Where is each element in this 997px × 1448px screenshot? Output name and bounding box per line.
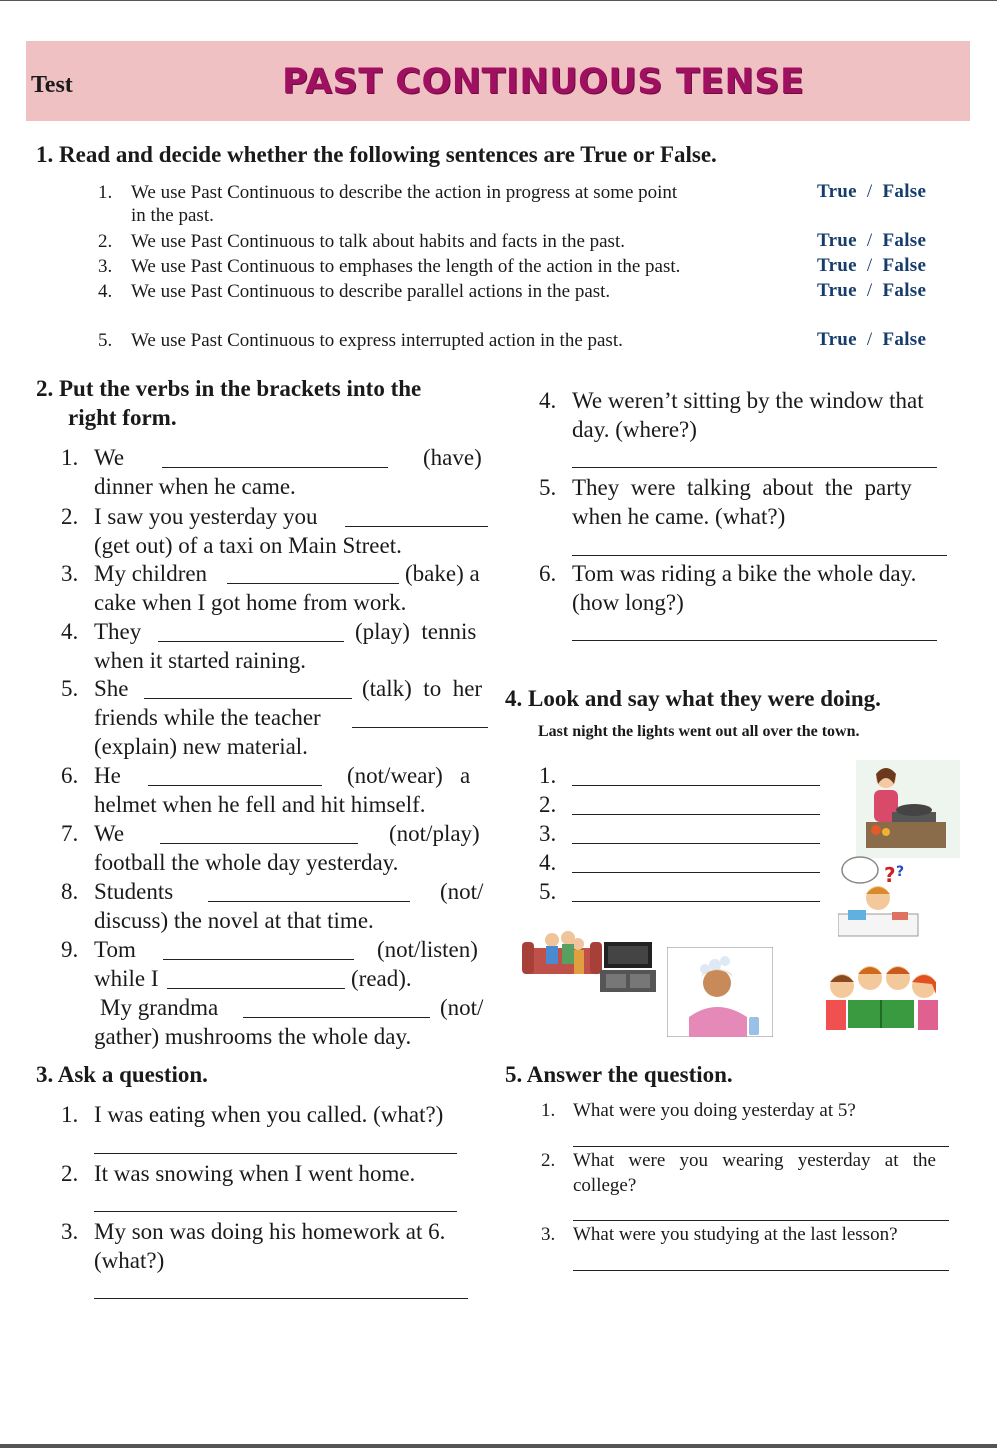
s2-text: They xyxy=(94,619,142,644)
s2-text: We xyxy=(94,821,125,846)
s1-item-text: We use Past Continuous to describe parallel actions in the past. xyxy=(131,281,611,302)
answer-blank[interactable] xyxy=(94,1153,457,1154)
answer-blank[interactable] xyxy=(243,1017,430,1018)
s2-text: I saw you yesterday you xyxy=(94,504,318,529)
s1-item-text: We use Past Continuous to describe the action in progress at some point xyxy=(131,182,678,203)
s2-text: helmet when he fell and hit himself. xyxy=(94,792,426,817)
answer-blank[interactable] xyxy=(572,814,820,815)
s4-num: 4. xyxy=(539,850,557,875)
answer-blank[interactable] xyxy=(572,467,937,468)
q-text: when he came. (what?) xyxy=(572,504,786,529)
s2-verb: (read). xyxy=(351,966,412,991)
s2-text: dinner when he came. xyxy=(94,474,296,499)
s2-verb: (not/ xyxy=(440,879,484,904)
s2-text: gather) mushrooms the whole day. xyxy=(94,1024,412,1049)
q-text: Tom was riding a bike the whole day. xyxy=(572,561,917,586)
s2-text: She xyxy=(94,676,129,701)
s2-verb: (play) tennis xyxy=(355,619,477,644)
s2-verb: (not/ xyxy=(440,995,484,1020)
q-num: 3. xyxy=(61,1219,79,1244)
q-text: My son was doing his homework at 6. xyxy=(94,1219,446,1244)
tv-set-picture xyxy=(600,940,656,994)
choice-separator: / xyxy=(866,329,873,350)
s2-text: friends while the teacher xyxy=(94,705,321,730)
q-text: It was snowing when I went home. xyxy=(94,1161,416,1186)
answer-blank[interactable] xyxy=(94,1211,457,1212)
section2-heading: 2. Put the verbs in the brackets into the xyxy=(36,376,422,401)
child-thinking-picture xyxy=(838,852,928,948)
true-false-choice[interactable] xyxy=(817,255,926,277)
true-option[interactable]: True xyxy=(817,230,857,251)
choice-separator: / xyxy=(866,181,873,202)
answer-blank[interactable] xyxy=(160,843,358,844)
answer-blank[interactable] xyxy=(573,1270,949,1271)
q-text: college? xyxy=(573,1175,637,1196)
q-text: What were you doing yesterday at 5? xyxy=(573,1100,856,1121)
section3-heading: 3. Ask a question. xyxy=(36,1062,208,1087)
answer-blank[interactable] xyxy=(144,698,352,699)
s4-num: 3. xyxy=(539,821,557,846)
q-text: They were talking about the party xyxy=(572,475,912,500)
q-text: (what?) xyxy=(94,1248,165,1273)
answer-blank[interactable] xyxy=(163,959,354,960)
s2-item-num: 4. xyxy=(61,619,79,644)
true-option[interactable]: True xyxy=(817,181,857,202)
s2-verb: (explain) new material. xyxy=(94,734,308,759)
s2-verb: (not/wear) a xyxy=(347,763,471,788)
answer-blank[interactable] xyxy=(572,843,820,844)
false-option[interactable]: False xyxy=(882,230,927,251)
true-false-choice[interactable] xyxy=(817,280,926,302)
false-option[interactable]: False xyxy=(882,255,927,276)
q-text: We weren’t sitting by the window that xyxy=(572,388,924,413)
section1-heading: 1. Read and decide whether the following sentences are True or False. xyxy=(36,142,717,167)
s2-text: football the whole day yesterday. xyxy=(94,850,399,875)
s4-num: 2. xyxy=(539,792,557,817)
s2-text: while I xyxy=(94,966,159,991)
answer-blank[interactable] xyxy=(572,555,947,556)
q-text: What were you studying at the last lesson? xyxy=(573,1224,898,1245)
family-on-sofa-picture xyxy=(522,926,602,986)
s1-item-text: We use Past Continuous to emphases the length of the action in the past. xyxy=(131,256,681,277)
answer-blank[interactable] xyxy=(573,1146,949,1147)
s4-num: 5. xyxy=(539,879,557,904)
s2-item-num: 6. xyxy=(61,763,79,788)
q-text: (how long?) xyxy=(572,590,684,615)
s2-item-num: 9. xyxy=(61,937,79,962)
bottom-border xyxy=(0,1444,997,1448)
children-reading-picture xyxy=(822,960,942,1036)
s2-text: cake when I got home from work. xyxy=(94,590,407,615)
s1-item-num: 4. xyxy=(98,281,113,302)
s2-item-num: 3. xyxy=(61,561,79,586)
test-label: Test xyxy=(31,72,73,98)
true-false-choice[interactable] xyxy=(817,181,926,203)
svg-text:?: ? xyxy=(884,863,896,887)
svg-text:?: ? xyxy=(896,864,905,880)
s1-item-num: 1. xyxy=(98,182,113,203)
q-num: 1. xyxy=(541,1100,556,1121)
page-title: PAST CONTINUOUS TENSE xyxy=(282,62,805,102)
s1-item-text: We use Past Continuous to talk about habits and facts in the past. xyxy=(131,231,625,252)
answer-blank[interactable] xyxy=(352,727,488,728)
s2-verb: (have) xyxy=(423,445,482,470)
top-border xyxy=(0,0,997,1)
s2-item-num: 7. xyxy=(61,821,79,846)
s2-text: Students xyxy=(94,879,174,904)
s2-text: My children xyxy=(94,561,208,586)
false-option[interactable]: False xyxy=(882,181,927,202)
q-num: 6. xyxy=(539,561,557,586)
q-num: 1. xyxy=(61,1102,79,1127)
true-option[interactable]: True xyxy=(817,280,857,301)
q-num: 3. xyxy=(541,1224,556,1245)
s1-item-num: 5. xyxy=(98,330,113,351)
s2-text: discuss) the novel at that time. xyxy=(94,908,374,933)
s2-item-num: 2. xyxy=(61,504,79,529)
true-false-choice[interactable] xyxy=(817,230,926,252)
s4-num: 1. xyxy=(539,763,557,788)
answer-blank[interactable] xyxy=(345,526,488,527)
section5-heading: 5. Answer the question. xyxy=(505,1062,733,1087)
choice-separator: / xyxy=(866,230,873,251)
answer-blank[interactable] xyxy=(572,785,820,786)
answer-blank[interactable] xyxy=(167,988,345,989)
s1-item-text: We use Past Continuous to express interrupted action in the past. xyxy=(131,330,623,351)
woman-cooking-picture xyxy=(856,760,960,858)
section4-subtitle: Last night the lights went out all over the town. xyxy=(538,723,860,740)
s1-item-text-cont: in the past. xyxy=(131,205,214,226)
s2-text: when it started raining. xyxy=(94,648,307,673)
s2-verb: (not/play) xyxy=(389,821,480,846)
true-option[interactable]: True xyxy=(817,329,857,350)
answer-blank[interactable] xyxy=(572,640,937,641)
answer-blank[interactable] xyxy=(573,1220,949,1221)
s2-verb: (talk) to her xyxy=(362,676,483,701)
s2-verb: (bake) a xyxy=(405,561,480,586)
answer-blank[interactable] xyxy=(227,583,399,584)
answer-blank[interactable] xyxy=(572,901,820,902)
section4-heading: 4. Look and say what they were doing. xyxy=(505,686,881,711)
section2-heading-cont: right form. xyxy=(68,405,177,430)
answer-blank[interactable] xyxy=(162,467,388,468)
s2-item-num: 8. xyxy=(61,879,79,904)
true-option[interactable]: True xyxy=(817,255,857,276)
q-text: I was eating when you called. (what?) xyxy=(94,1102,444,1127)
false-option[interactable]: False xyxy=(882,280,927,301)
q-num: 2. xyxy=(541,1150,556,1171)
answer-blank[interactable] xyxy=(94,1298,468,1299)
s2-text: My grandma xyxy=(100,995,219,1020)
true-false-choice[interactable] xyxy=(817,329,926,351)
q-text: day. (where?) xyxy=(572,417,697,442)
woman-washing-hair-picture xyxy=(667,947,773,1037)
choice-separator: / xyxy=(866,280,873,301)
s2-text: (get out) of a taxi on Main Street. xyxy=(94,533,402,558)
q-num: 2. xyxy=(61,1161,79,1186)
s2-text: He xyxy=(94,763,121,788)
q-num: 5. xyxy=(539,475,557,500)
answer-blank[interactable] xyxy=(208,901,410,902)
s1-item-num: 3. xyxy=(98,256,113,277)
q-text: What were you wearing yesterday at the xyxy=(573,1150,936,1171)
false-option[interactable]: False xyxy=(882,329,927,350)
s2-item-num: 1. xyxy=(61,445,79,470)
q-num: 4. xyxy=(539,388,557,413)
s2-text: We xyxy=(94,445,125,470)
choice-separator: / xyxy=(866,255,873,276)
answer-blank[interactable] xyxy=(148,785,322,786)
answer-blank[interactable] xyxy=(158,641,344,642)
answer-blank[interactable] xyxy=(572,872,820,873)
s2-text: Tom xyxy=(94,937,136,962)
s2-item-num: 5. xyxy=(61,676,79,701)
s2-verb: (not/listen) xyxy=(377,937,478,962)
s1-item-num: 2. xyxy=(98,231,113,252)
